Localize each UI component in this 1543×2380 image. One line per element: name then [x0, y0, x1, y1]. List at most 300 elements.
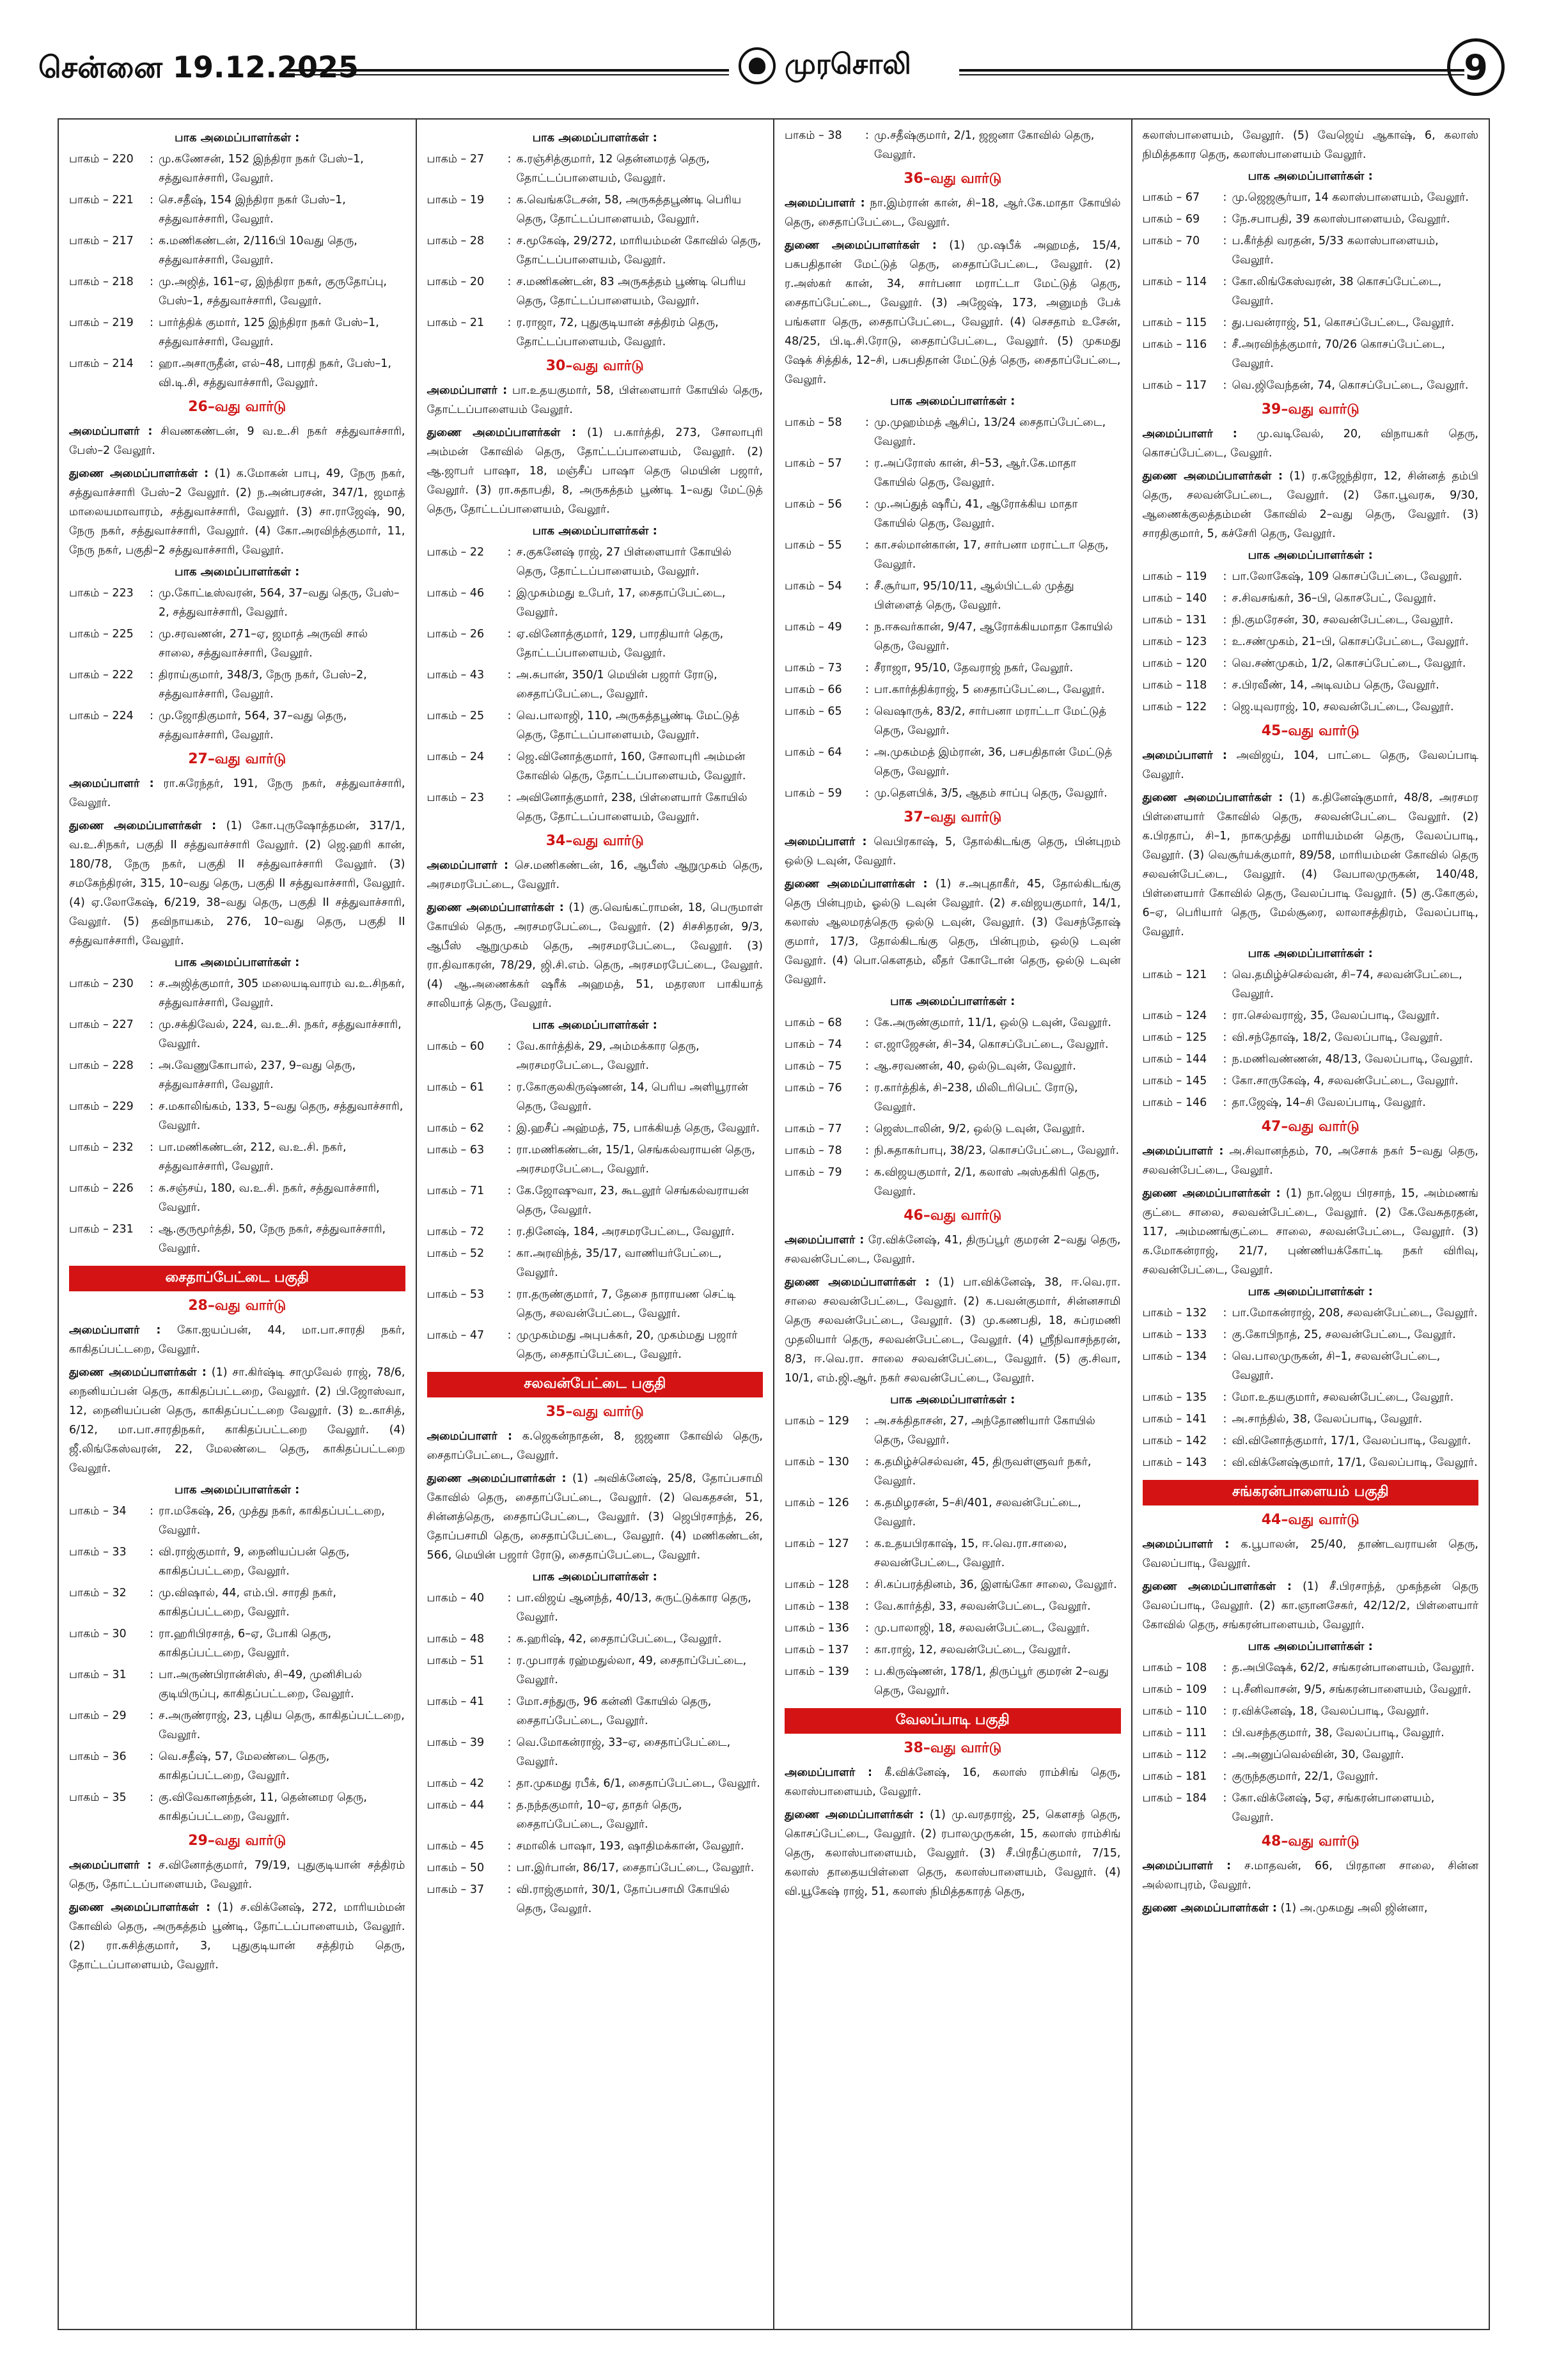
booth-organizer: க.வெங்கடேசன், 58, அருகத்தபூண்டி பெரிய தெரு, தோட்டப்பாளையம், வேலூர். — [516, 194, 742, 226]
separator-colon: : — [1223, 635, 1227, 648]
booth-number: பாகம் – 124 — [1142, 1009, 1207, 1022]
booth-entry — [1143, 589, 1479, 608]
booth-organizer: மு.கணேசன், 152 இந்திரா நகர் பேஸ்–1, சத்துவாச்சாரி, வேலூர். — [159, 153, 364, 185]
separator-colon: : — [1223, 1350, 1227, 1363]
booth-number: பாகம் – 45 — [427, 1840, 485, 1853]
booth-number: பாகம் – 219 — [69, 316, 134, 329]
booth-number: பாகம் – 52 — [427, 1247, 485, 1260]
booth-entry — [69, 1179, 405, 1217]
booth-entry — [1143, 231, 1479, 270]
role-label: துணை அமைப்பாளர்கள் : — [69, 467, 209, 480]
booth-number: பாகம் – 78 — [785, 1144, 842, 1157]
separator-colon: : — [507, 669, 512, 681]
section-heading: பாக அமைப்பாளர்கள் : — [1248, 548, 1373, 562]
booth-number: பாகம் – 50 — [427, 1862, 485, 1874]
ward-heading: 47–வது வார்டு — [1261, 1119, 1359, 1135]
separator-colon: : — [507, 1777, 512, 1790]
separator-colon: : — [507, 1185, 512, 1197]
booth-number: பாகம் – 127 — [785, 1537, 849, 1550]
booth-organizer: தா.முகமது ரபீக், 6/1, சைதாப்பேட்டை, வேலூர். — [516, 1777, 760, 1790]
booth-number: பாகம் – 117 — [1142, 379, 1207, 392]
booth-number: பாகம் – 56 — [785, 498, 842, 511]
organizer-details: (1) க.தினேஷ்குமார், 48/8, அரசமர பிள்ளையார் கோவில் தெரு, சலவன்பேட்டை வேலூர். (2) க.பிரதாப், சி–1, நாகமுத்து மாரியம்மன் தெரு, வேலப்பாடி, வேலூர். (3) வெசூர்யக்குமார், 89/58, மாரியம்மன் கோவில் தெரு சலவன்பேட்டை, வேலூர். (4) வேபாலமுருகன், 140/48, பிள்ளையார் கோவில் தெரு, வேலப்பாடி வேலூர். (5) கு.கோகுல், 6–ஏ, பெரியார் தெரு, மேல்சூரை, லாலாசத்திரம், வேலப்பாடி, வேலூர். — [1142, 791, 1478, 938]
booth-number: பாகம் – 48 — [427, 1633, 485, 1645]
separator-colon: : — [150, 194, 153, 206]
separator-colon: : — [150, 1059, 153, 1072]
booth-number: பாகம் – 218 — [69, 276, 134, 288]
booth-organizer: மு.சதீஷ்குமார், 2/1, ஜஜனா கோவில் தெரு, வேலூர். — [874, 129, 1095, 161]
role-label: அமைப்பாளர் : — [427, 384, 508, 397]
role-label: துணை அமைப்பாளர்கள் : — [1142, 470, 1283, 483]
booth-number: பாகம் – 129 — [785, 1415, 849, 1427]
masthead-rule-left — [288, 69, 729, 75]
booth-number: பாகம் – 62 — [427, 1122, 485, 1135]
organizer-details: க.பூபாலன், 25/40, தாண்டவராயன் தெரு, வேலப்பாடி, வேலூர். — [1142, 1538, 1478, 1570]
separator-colon: : — [865, 580, 869, 593]
booth-number: பாகம் – 77 — [785, 1123, 842, 1135]
booth-entry — [785, 577, 1121, 615]
booth-organizer: க.தமிழரசன், 5–சி/401, சலவன்பேட்டை, வேலூர். — [874, 1497, 1081, 1528]
booth-number: பாகம் – 74 — [785, 1038, 842, 1051]
separator-colon: : — [507, 194, 512, 206]
booth-organizer: ஆ.குருமூர்த்தி, 50, நேரு நகர், சத்துவாச்சாரி, வேலூர். — [159, 1223, 386, 1255]
booth-organizer: வி.விக்னேஷ்குமார், 17/1, வேலப்பாடி, வேலூர். — [1232, 1456, 1478, 1469]
booth-entry — [785, 1597, 1121, 1616]
booth-entry — [1143, 1453, 1479, 1472]
booth-organizer: ந.மணிவண்ணன், 48/13, வேலப்பாடி, வேலூர். — [1232, 1053, 1473, 1066]
role-label: அமைப்பாளர் : — [427, 1430, 512, 1443]
booth-organizer: ச.மூகேஷ், 29/272, மாரியம்மன் கோவில் தெரு, தோட்டப்பாளையம், வேலூர். — [516, 235, 762, 267]
booth-organizer: ரா.செல்வராஜ், 35, வேலப்பாடி, வேலூர். — [1232, 1009, 1440, 1022]
ward-heading: 28–வது வார்டு — [188, 1298, 286, 1314]
booth-organizer: முமுகம்மது அபுபக்கர், 20, முகம்மது பஜார் தெரு, சைதாப்பேட்டை, வேலூர். — [516, 1329, 738, 1361]
separator-colon: : — [507, 153, 512, 166]
booth-number: பாகம் – 39 — [427, 1736, 485, 1749]
booth-organizer: அ.அனுப்வெல்வின், 30, வேலூர். — [1232, 1748, 1404, 1761]
booth-number: பாகம் – 76 — [785, 1082, 842, 1094]
organizer-details: (1) மு.ஷபீக் அஹமத், 15/4, பசுபதிதான் மேட்டுத் தெரு, சைதாப்பேட்டை, வேலூர். (2) ர.அஸ்கர் கான், 34, சார்பனா மராட்டா மேட்டுத் தெரு, சைதாப்பேட்டை, வேலூர். (3) அஜேஷ், 173, அனுமந் பேக் பங்களா தெரு, சைதாப்பேட்டை, வேலூர். (4) செசதாம் உசேன், 48/25, பி.டி.சி.ரோடு, சைதாப்பேட்டை, வேலூர். (5) முகமது ஷேக் சித்திக், 12–சி, பசுபதிதான் மேட்டுத் தெரு, சைதாப்பேட்டை, வேலூர். — [785, 239, 1121, 386]
role-label: அமைப்பாளர் : — [1142, 1145, 1224, 1158]
booth-organizer: ஜெ.யுவராஜ், 10, சலவன்பேட்டை, வேலூர். — [1232, 701, 1454, 713]
role-label: துணை அமைப்பாளர்கள் : — [1142, 1580, 1292, 1593]
booth-number: பாகம் – 230 — [69, 977, 134, 990]
role-label: அமைப்பாளர் : — [785, 1234, 865, 1247]
section-heading: பாக அமைப்பாளர்கள் : — [175, 131, 300, 144]
booth-number: பாகம் – 139 — [785, 1665, 849, 1678]
booth-entry — [785, 680, 1121, 699]
separator-colon: : — [507, 791, 512, 804]
ward-heading: 46–வது வார்டு — [904, 1208, 1002, 1224]
booth-number: பாகம் – 64 — [785, 746, 842, 759]
separator-colon: : — [865, 1038, 869, 1051]
booth-organizer: ஹா.அசாருதீன், எல்–48, பாரதி நகர், பேஸ்–1, வி.டி.சி, சத்துவாச்சாரி, வேலூர். — [159, 357, 391, 389]
separator-colon: : — [507, 235, 512, 247]
booth-number: பாகம் – 69 — [1142, 213, 1200, 226]
booth-organizer: வே.கார்த்தி, 33, சலவன்பேட்டை, வேலூர். — [874, 1600, 1091, 1613]
booth-number: பாகம் – 33 — [69, 1546, 127, 1559]
booth-entry — [69, 974, 405, 1013]
booth-organizer: ரா.தருண்குமார், 7, தேசை நாராயண செட்டி தெரு, சலவன்பேட்டை, வேலூர். — [516, 1288, 736, 1320]
separator-colon: : — [507, 628, 512, 641]
booth-entry — [427, 1837, 764, 1856]
separator-colon: : — [507, 1592, 512, 1605]
booth-organizer: பா.கார்த்திக்ராஜ், 5 சைதாப்பேட்டை, வேலூர். — [874, 683, 1105, 696]
separator-colon: : — [150, 669, 153, 681]
ward-heading: 27–வது வார்டு — [188, 751, 286, 767]
role-label: துணை அமைப்பாளர்கள் : — [69, 1901, 211, 1914]
booth-organizer: மோ.சந்துரு, 96 கன்னி கோயில் தெரு, சைதாப்பேட்டை, வேலூர். — [516, 1695, 712, 1727]
booth-entry — [1143, 1658, 1479, 1677]
separator-colon: : — [507, 1799, 512, 1812]
separator-colon: : — [865, 1644, 869, 1656]
separator-colon: : — [507, 710, 512, 722]
booth-organizer: ஆ.சரவணன், 40, ஒல்டுடவுன், வேலூர். — [874, 1060, 1076, 1073]
separator-colon: : — [1223, 570, 1227, 583]
booth-number: பாகம் – 57 — [785, 457, 842, 470]
booth-organizer: ரா.மணிகண்டன், 15/1, செங்கல்வராயன் தெரு, அரசமரபேட்டை, வேலூர். — [516, 1144, 755, 1176]
booth-organizer: சீ.சூர்யா, 95/10/11, ஆல்பிட்டல் முத்து பிள்ளைத் தெரு, வேலூர். — [874, 580, 1074, 612]
ward-heading: 45–வது வார்டு — [1261, 723, 1359, 739]
organizer-paragraph — [69, 464, 405, 560]
booth-number: பாகம் – 61 — [427, 1081, 485, 1094]
booth-number: பாகம் – 54 — [785, 580, 842, 593]
separator-colon: : — [150, 1141, 153, 1154]
column-2 — [417, 120, 775, 2329]
role-label: அமைப்பாளர் : — [427, 859, 509, 872]
separator-colon: : — [865, 1123, 869, 1135]
booth-number: பாகம் – 65 — [785, 705, 842, 718]
separator-colon: : — [507, 1081, 512, 1094]
separator-colon: : — [865, 1144, 869, 1157]
booth-organizer: மு.விஷால், 44, எம்.பி. சாரதி நகர், காகிதப்பட்டறை, வேலூர். — [159, 1587, 336, 1619]
booth-entry — [1143, 272, 1479, 311]
organizer-details: (1) ச.அபுதாகீர், 45, தோல்கிடங்கு தெரு பின்புறம், ஓல்டு டவுன் வேலூர். (2) ச.விஜயகுமார், 14/1, கலாஸ் ஆலமரத்தெரு ஒல்டு டவுன், வேலூர். (3) வேசந்தோஷ் குமார், 17/3, தோல்கிடங்கு தெரு, பின்புறம், ஒல்டு டவுன் வேலூர். (4) பொ.கௌதம், லீதர் கோடோன் தெரு, ஒல்டு டவுன் வேலூர். — [785, 878, 1121, 986]
separator-colon: : — [507, 1883, 512, 1896]
booth-organizer: அ.வேணுகோபால், 237, 9–வது தெரு, சத்துவாச்சாரி, வேலூர். — [159, 1059, 356, 1091]
separator-colon: : — [507, 1695, 512, 1708]
booth-entry — [1143, 1702, 1479, 1721]
booth-number: பாகம் – 128 — [785, 1578, 849, 1591]
separator-colon: : — [150, 710, 153, 722]
separator-colon: : — [1223, 1307, 1227, 1319]
booth-entry — [785, 1141, 1121, 1160]
organizer-details: ச.வினோத்குமார், 79/19, புதுகுடியான் சத்திரம் தெரு, தோட்டப்பாளையம், வேலூர். — [69, 1859, 405, 1891]
booth-organizer: கா.அரவிந்த், 35/17, வாணியர்பேட்டை, வேலூர். — [516, 1247, 722, 1279]
organizer-details: பா.உதயகுமார், 58, பிள்ளையார் கோயில் தெரு, தோட்டப்பாளையம் வேலூர். — [427, 384, 763, 416]
ward-heading: 34–வது வார்டு — [545, 833, 644, 849]
organizer-details: (1) ப.கார்த்தி, 273, சோலாபுரி அம்மன் கோவில் தெரு, தோட்டப்பாளையம், வேலூர். (2) ஆ.ஜாபர் பாஷா, 18, மஞ்சீப் பாஷா தெரு மெயின் பஜார், வேலூர். (3) ரா.சுதாபதி, 8, அருகத்தம் பூண்டி 1–வது மேட்டுத் தெரு, தோட்டப்பாளையம், வேலூர். — [427, 426, 763, 516]
section-heading: பாக அமைப்பாளர்கள் : — [532, 524, 657, 538]
separator-colon: : — [150, 977, 153, 990]
separator-colon: : — [865, 457, 869, 470]
booth-number: பாகம் – 232 — [69, 1141, 134, 1154]
role-label: துணை அமைப்பாளர்கள் : — [69, 1366, 207, 1379]
booth-entry — [427, 788, 764, 827]
booth-organizer: க.தமிழ்ச்செல்வன், 45, திருவள்ளுவர் நகர், வேலூர். — [874, 1456, 1092, 1488]
booth-number: பாகம் – 121 — [1142, 968, 1207, 981]
separator-colon: : — [1223, 1053, 1227, 1066]
booth-entry — [427, 625, 764, 663]
separator-colon: : — [150, 628, 153, 641]
separator-colon: : — [865, 662, 869, 674]
booth-organizer: வே.கார்த்திக், 29, அம்மக்கார தெரு, அரசமரபேட்டை, வேலூர். — [516, 1040, 700, 1072]
booth-entry — [427, 1222, 764, 1241]
booth-entry — [427, 1140, 764, 1179]
booth-number: பாகம் – 231 — [69, 1223, 134, 1236]
booth-entry — [785, 126, 1121, 164]
booth-number: பாகம் – 37 — [427, 1883, 485, 1896]
separator-colon: : — [150, 1668, 153, 1681]
booth-number: பாகம் – 214 — [69, 357, 134, 370]
organizer-details: (1) அவிக்னேஷ், 25/8, தோப்பசாமி கோவில் தெரு, சைதாப்பேட்டை, வேலூர். (2) வெகதசன், 51, சின்னத்தெரு, சைதாப்பேட்டை, வேலூர். (3) ஜெபிரசாந்த், 26, தோப்பசாமி தெரு, சைதாப்பேட்டை, வேலூர். (4) மணிகண்டன், 566, மெயின் பஜார் ரோடு, சைதாப்பேட்டை, வேலூர். — [427, 1472, 763, 1562]
organizer-paragraph — [69, 816, 405, 951]
booth-entry — [427, 1692, 764, 1731]
booth-number: பாகம் – 140 — [1142, 592, 1207, 605]
organizer-paragraph — [427, 423, 764, 519]
role-label: துணை அமைப்பாளர்கள் : — [1142, 1187, 1281, 1200]
booth-entry — [69, 1706, 405, 1745]
role-label: அமைப்பாளர் : — [69, 1324, 161, 1337]
booth-number: பாகம் – 23 — [427, 791, 485, 804]
role-label: துணை அமைப்பாளர்கள் : — [1142, 1902, 1277, 1915]
separator-colon: : — [507, 587, 512, 600]
booth-organizer: வெ.மோகன்ராஜ், 33–ஏ, சைதாப்பேட்டை, வேலூர். — [516, 1736, 731, 1768]
booth-organizer: நே.சபாபதி, 39 கலாஸ்பாளையம், வேலூர். — [1232, 213, 1450, 226]
booth-number: பாகம் – 19 — [427, 194, 485, 206]
booth-organizer: வி.சந்தோஷ், 18/2, வேலப்பாடி, வேலூர். — [1232, 1031, 1443, 1044]
separator-colon: : — [1223, 701, 1227, 713]
booth-number: பாகம் – 115 — [1142, 316, 1207, 329]
booth-entry — [785, 743, 1121, 781]
organizer-details: அ.சிவானந்தம், 70, அசோக் நகர் 5–வது தெரு, சலவன்பேட்டை, வேலூர். — [1142, 1145, 1478, 1177]
booth-entry — [1143, 1325, 1479, 1344]
booth-entry — [1143, 188, 1479, 207]
separator-colon: : — [1223, 614, 1227, 626]
organizer-details: (1) நா.ஜெய பிரசாந், 15, அம்மணங் குட்டை சாலை, சலவன்பேட்டை, வேலூர். (2) கே.வேசுதரதன், 117, அம்மணங்குட்டை சாலை, சலவன்பேட்டை, வேலூர். (3) க.மோகன்ராஜ், 21/7, புண்ணியக்கோட்டி நகர் விரிவு, சலவன்பேட்டை, வேலூர். — [1142, 1187, 1478, 1277]
booth-organizer: க.விஜயகுமார், 2/1, கலாஸ் அஸ்தகிரி தெரு, வேலூர். — [874, 1166, 1100, 1198]
column-3 — [774, 120, 1132, 2329]
separator-colon: : — [1223, 1770, 1227, 1783]
separator-colon: : — [150, 1100, 153, 1113]
booth-entry — [427, 1119, 764, 1138]
separator-colon: : — [1223, 1661, 1227, 1674]
booth-organizer: து.பவன்ராஜ், 51, கொசப்பேட்டை, வேலூர். — [1232, 316, 1455, 329]
role-label: அமைப்பாளர் : — [785, 197, 865, 210]
separator-colon: : — [1223, 1413, 1227, 1426]
organizer-details: (1) அ.முகமது அலி ஜின்னா, — [1280, 1902, 1428, 1915]
separator-colon: : — [1223, 679, 1227, 692]
separator-colon: : — [1223, 1031, 1227, 1044]
booth-organizer: பு.சீனிவாசன், 9/5, சங்கரன்பாளையம், வேலூர். — [1232, 1683, 1471, 1696]
booth-organizer: கா.ராஜ், 12, சலவன்பேட்டை, வேலூர். — [874, 1644, 1071, 1656]
booth-entry — [1143, 1723, 1479, 1743]
booth-organizer: பா.விஜய் ஆனந்த், 40/13, சுருட்டுக்கார தெரு, வேலூர். — [516, 1592, 751, 1624]
booth-entry — [69, 1220, 405, 1258]
separator-colon: : — [865, 1166, 869, 1179]
booth-entry — [785, 1575, 1121, 1594]
booth-number: பாகம் – 20 — [427, 276, 485, 288]
booth-number: பாகம் – 73 — [785, 662, 842, 674]
booth-entry — [427, 584, 764, 622]
booth-organizer: கு.விவேகானந்தன், 11, தென்னமர தெரு, காகிதப்பட்டறை, வேலூர். — [159, 1791, 367, 1823]
separator-colon: : — [865, 683, 869, 696]
booth-organizer: வெ.சண்முகம், 1/2, கொசப்பேட்டை, வேலூர். — [1232, 657, 1466, 670]
role-label: துணை அமைப்பாளர்கள் : — [785, 1276, 930, 1289]
booth-number: பாகம் – 136 — [785, 1622, 849, 1635]
booth-entry — [427, 1285, 764, 1323]
role-label: அமைப்பாளர் : — [69, 777, 154, 790]
booth-organizer: பார்த்திக் குமார், 125 இந்திரா நகர் பேஸ்–1, சத்துவாச்சாரி, வேலூர். — [159, 316, 379, 348]
section-heading: பாக அமைப்பாளர்கள் : — [175, 1483, 300, 1497]
ward-heading: 35–வது வார்டு — [545, 1404, 644, 1420]
organizer-details: நா.இம்ரான் கான், சி–18, ஆர்.கே.மாதா கோயில் தெரு, சைதாப்பேட்டை, வேலூர். — [785, 197, 1121, 229]
booth-number: பாகம் – 21 — [427, 316, 485, 329]
booth-entry — [1143, 1410, 1479, 1429]
booth-organizer: வி.வினோத்குமார், 17/1, வேலப்பாடி, வேலூர். — [1232, 1435, 1471, 1447]
separator-colon: : — [1223, 1391, 1227, 1404]
booth-organizer: கோ.சாருகேஷ், 4, சலவன்பேட்டை, வேலூர். — [1232, 1075, 1459, 1087]
separator-colon: : — [1223, 1009, 1227, 1022]
booth-organizer: ஜெ.வினோத்குமார், 160, சோலாபுரி அம்மன் கோவில் தெரு, தோட்டப்பாளையம், வேலூர். — [516, 751, 746, 782]
organizer-details: (1) ர.கஜேந்திரா, 12, சின்னத் தம்பி தெரு, சலவன்பேட்டை, வேலூர். (2) கோ.பூவரசு, 9/30, ஆணைக்குலத்தம்மன் கோவில் 2–வது தெரு, வேலூர். (3) சாரதிகுமார், 5, கச்சேரி தெரு, வேலூர். — [1142, 470, 1478, 540]
booth-number: பாகம் – 66 — [785, 683, 842, 696]
organizer-details: செ.மணிகண்டன், 16, ஆபீஸ் ஆறுமுகம் தெரு, அரசமரபேட்டை, வேலூர். — [427, 859, 763, 891]
separator-colon: : — [507, 1288, 512, 1301]
booth-entry — [785, 1493, 1121, 1532]
booth-number: பாகம் – 24 — [427, 751, 485, 763]
separator-colon: : — [865, 705, 869, 718]
booth-entry — [427, 1796, 764, 1834]
booth-entry — [427, 1733, 764, 1771]
separator-colon: : — [1223, 1727, 1227, 1739]
role-label: அமைப்பாளர் : — [69, 425, 153, 438]
booth-organizer: ப.கிருஷ்ணன், 178/1, திருப்பூர் குமரன் 2–வது தெரு, வேலூர். — [874, 1665, 1109, 1697]
booth-number: பாகம் – 58 — [785, 416, 842, 429]
booth-organizer: க.ஹரிஷ், 42, சைதாப்பேட்டை, வேலூர். — [516, 1633, 722, 1645]
separator-colon: : — [150, 235, 153, 247]
booth-entry — [785, 536, 1121, 574]
booth-number: பாகம் – 112 — [1142, 1748, 1207, 1761]
booth-entry — [69, 354, 405, 393]
booth-number: பாகம் – 67 — [1142, 191, 1200, 204]
section-heading: பாக அமைப்பாளர்கள் : — [175, 956, 300, 969]
booth-number: பாகம் – 144 — [1142, 1053, 1207, 1066]
booth-number: பாகம் – 229 — [69, 1100, 134, 1113]
booth-number: பாகம் – 31 — [69, 1668, 127, 1681]
booth-organizer: ரா.மகேஷ், 26, முத்து நகர், காகிதப்பட்டறை, வேலூர். — [159, 1505, 385, 1537]
booth-number: பாகம் – 135 — [1142, 1391, 1207, 1404]
booth-number: பாகம் – 75 — [785, 1060, 842, 1073]
booth-number: பாகம் – 114 — [1142, 276, 1207, 288]
booth-organizer: ச.குகனேஷ் ராஜ், 27 பிள்ளையார் கோயில் தெரு, தோட்டப்பாளையம், வேலூர். — [516, 546, 732, 578]
page-number: 9 — [1447, 38, 1505, 96]
booth-entry — [1143, 1028, 1479, 1047]
booth-organizer: ர.முபாரக் ரஹ்மதுல்லா, 49, சைதாப்பேட்டை, வேலூர். — [516, 1654, 747, 1686]
booth-entry — [1143, 1680, 1479, 1699]
booth-number: பாகம் – 36 — [69, 1750, 127, 1763]
booth-organizer: மு.அப்துத் ஷரீப், 41, ஆரோக்கிய மாதா கோயில் தெரு, வேலூர். — [874, 498, 1078, 530]
separator-colon: : — [507, 1736, 512, 1749]
booth-organizer: ர.தினேஷ், 184, அரசமரபேட்டை, வேலூர். — [516, 1225, 735, 1238]
booth-organizer: வி.ராஜ்குமார், 9, நைனியப்பன் தெரு, காகிதப்பட்டறை, வேலூர். — [159, 1546, 350, 1578]
organizer-details: ரா.சுரேந்தர், 191, நேரு நகர், சத்துவாச்சாரி, வேலூர். — [69, 777, 405, 809]
separator-colon: : — [150, 1750, 153, 1763]
organizer-paragraph — [69, 1898, 405, 1975]
booth-organizer: அ.சக்திதாசன், 27, அந்தோணியார் கோயில் தெரு, வேலூர். — [874, 1415, 1095, 1447]
booth-organizer: பி.வசந்தகுமார், 38, வேலப்பாடி, வேலூர். — [1232, 1727, 1445, 1739]
organizer-paragraph — [785, 875, 1121, 990]
booth-number: பாகம் – 130 — [785, 1456, 849, 1468]
booth-number: பாகம் – 79 — [785, 1166, 842, 1179]
booth-entry — [69, 1056, 405, 1094]
booth-organizer: மு.கோட்டீஸ்வரன், 564, 37–வது தெரு, பேஸ்–2, சத்துவாச்சாரி, வேலூர். — [159, 587, 400, 619]
booth-organizer: மு.பாலாஜி, 18, சலவன்பேட்டை, வேலூர். — [874, 1622, 1090, 1635]
booth-number: பாகம் – 126 — [785, 1497, 849, 1509]
separator-colon: : — [865, 1600, 869, 1613]
separator-colon: : — [507, 1225, 512, 1238]
booth-number: பாகம் – 71 — [427, 1185, 485, 1197]
ward-heading: 38–வது வார்டு — [904, 1740, 1002, 1756]
booth-number: பாகம் – 55 — [785, 539, 842, 552]
booth-organizer: வெஷாருக், 83/2, சார்பனா மராட்டா மேட்டுத் தெரு, வேலூர். — [874, 705, 1107, 737]
booth-organizer: க.மணிகண்டன், 2/116பி 10வது தெரு, சத்துவாச்சாரி, வேலூர். — [159, 235, 357, 267]
section-heading: பாக அமைப்பாளர்கள் : — [1248, 947, 1373, 960]
booth-entry — [69, 1097, 405, 1135]
booth-organizer: ப.கீர்த்தி வரதன், 5/33 கலாஸ்பாளையம், வேலூர். — [1232, 235, 1439, 267]
booth-number: பாகம் – 44 — [427, 1799, 485, 1812]
organizer-details: (1) பா.விக்னேஷ், 38, ஈ.வெ.ரா. சாலை சலவன்பேட்டை, வேலூர். (2) க.பவன்குமார், சின்னசாமி தெரு சலவன்பேட்டை, வேலூர். (3) மு.கணபதி, 18, சுப்ரமணி முதலியார் தெரு, சலவன்பேட்டை, வேலூர். (4) ஸ்ரீநிவாசந்தரன், 8/3, ஈ.வெ.ரா. சாலை சலவன்பேட்டை, வேலூர். (5) கு.சிவா, 10/1, எம்.ஜி.ஆர். நகர் சலவன்பேட்டை, வேலூர். — [785, 1276, 1121, 1385]
separator-colon: : — [507, 1633, 512, 1645]
organizer-paragraph — [785, 1805, 1121, 1901]
booth-organizer: அவினோத்குமார், 238, பிள்ளையார் கோயில் தெரு, தோட்டப்பாளையம், வேலூர். — [516, 791, 748, 823]
booth-number: பாகம் – 34 — [69, 1505, 127, 1518]
booth-organizer: வெ.சதீஷ், 57, மேலண்டை தெரு, காகிதப்பட்டறை, வேலூர். — [159, 1750, 330, 1782]
booth-entry — [785, 1534, 1121, 1573]
column-4 — [1132, 120, 1489, 2329]
booth-entry — [785, 1452, 1121, 1491]
booth-organizer: பா.லோகேஷ், 109 கொசப்பேட்டை, வேலூர். — [1232, 570, 1462, 583]
organizer-paragraph — [69, 1856, 405, 1894]
role-label: அமைப்பாளர் : — [785, 836, 867, 848]
booth-organizer: ர.கார்த்திக், சி–238, மிலிடரிபெட் ரோடு, வேலூர். — [874, 1082, 1078, 1114]
ward-heading: 48–வது வார்டு — [1261, 1833, 1359, 1849]
separator-colon: : — [150, 357, 153, 370]
organizer-paragraph — [1143, 1184, 1479, 1280]
booth-entry — [427, 1774, 764, 1793]
booth-organizer: பா.அருண்பிரான்சிஸ், சி–49, முனிசிபல் குடியிருப்பு, காகிதப்பட்டறை, வேலூர். — [159, 1668, 362, 1700]
organizer-paragraph — [69, 422, 405, 460]
separator-colon: : — [865, 746, 869, 759]
booth-organizer: த.அபிஷேக், 62/2, சங்கரன்பாளையம், வேலூர். — [1232, 1661, 1475, 1674]
separator-colon: : — [1223, 657, 1227, 670]
separator-colon: : — [1223, 213, 1227, 226]
booth-number: பாகம் – 72 — [427, 1225, 485, 1238]
booth-entry — [1143, 1767, 1479, 1786]
booth-organizer: ச.மகாலிங்கம், 133, 5–வது தெரு, சத்துவாச்சாரி, வேலூர். — [159, 1100, 403, 1132]
separator-colon: : — [865, 1665, 869, 1678]
booth-number: பாகம் – 25 — [427, 710, 485, 722]
booth-number: பாகம் – 70 — [1142, 235, 1200, 247]
booth-entry — [785, 454, 1121, 492]
booth-organizer: சீராஜா, 95/10, தேவராஜ் நகர், வேலூர். — [874, 662, 1074, 674]
booth-entry — [69, 625, 405, 663]
separator-colon: : — [507, 276, 512, 288]
booth-number: பாகம் – 226 — [69, 1182, 134, 1195]
booth-organizer: ர.கோகுலகிருஷ்ணன், 14, பெரிய அளியூரான் தெரு, வேலூர். — [516, 1081, 748, 1113]
organizer-paragraph — [785, 1763, 1121, 1801]
role-label: துணை அமைப்பாளர்கள் : — [1142, 791, 1283, 804]
booth-number: பாகம் – 68 — [785, 1016, 842, 1029]
